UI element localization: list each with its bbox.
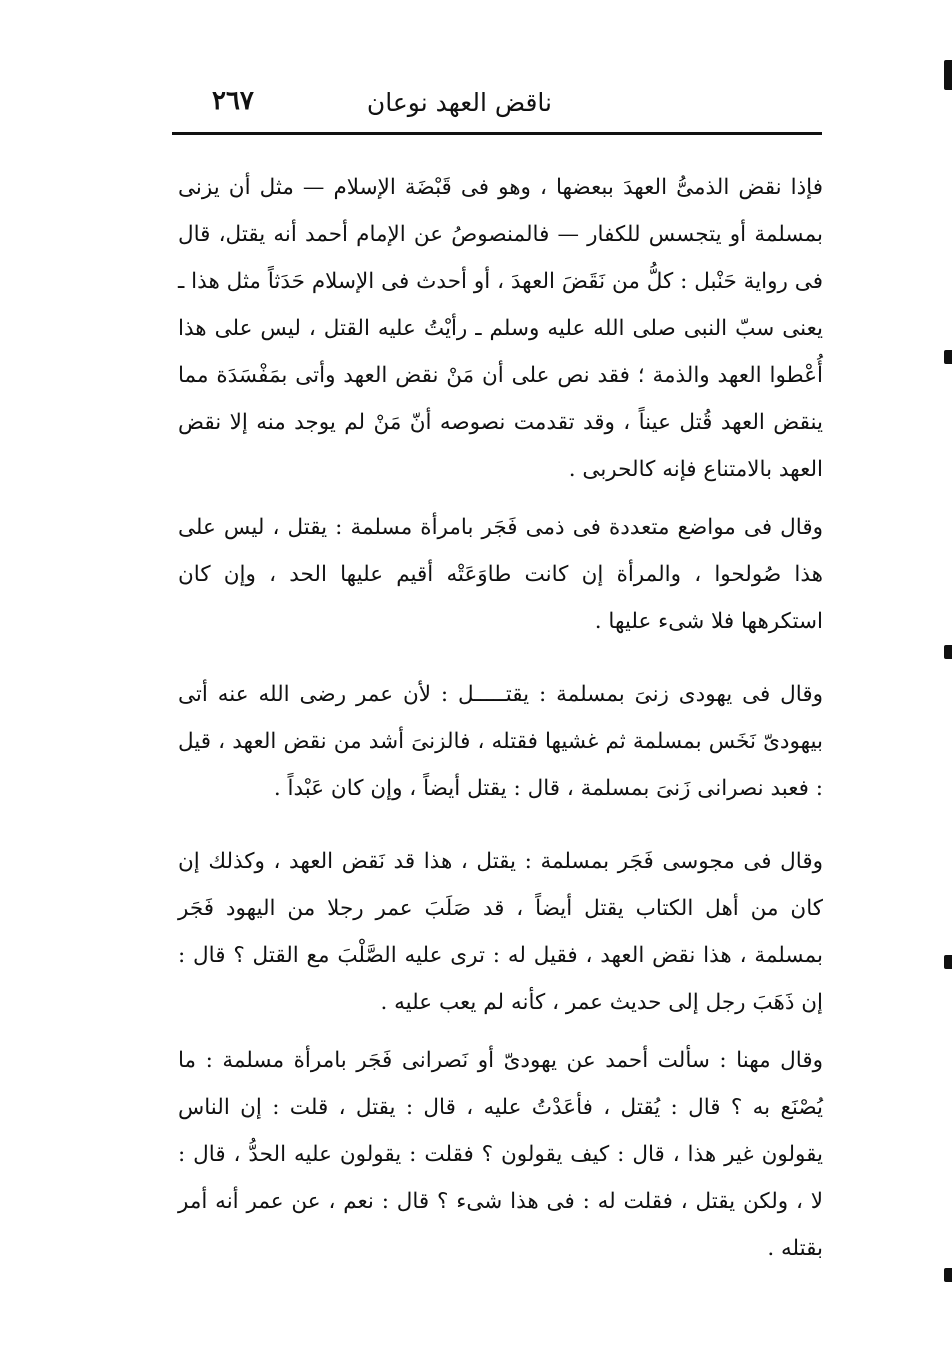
scan-edge-mark — [944, 350, 952, 364]
running-title: ناقض العهد نوعان — [366, 88, 552, 117]
header-rule — [172, 132, 822, 135]
scan-edge-mark — [944, 955, 952, 969]
page-header — [172, 82, 822, 122]
paragraph: وقال فى مواضع متعددة فى ذمى فَجَر بامرأة مسلمة : يقتل ، ليس على هذا صُولحوا ، والمرأة إن كانت طاوَعَتْه أقيم عليها الحد ، وإن كان استكرهها فلا شىء عليها . — [178, 515, 823, 634]
paragraph: وقال فى مجوسى فَجَر بمسلمة : يقتل ، هذا قد نَقض العهد ، وكذلك إن كان من أهل الكتاب يقتل أيضاً ، قد صَلَبَ عمر رجلا من اليهود فَجَر بمسلمة ، هذا نقض العهد ، فقيل له : ترى عليه الصَّلْبَ مع القتل ؟ قال : إن ذَهَبَ رجل إلى حديث عمر ، كأنه لم يعب عليه . — [178, 849, 823, 1015]
scan-edge-mark — [944, 60, 952, 90]
page-number: ٢٦٧ — [212, 86, 254, 116]
paragraph: فإذا نقض الذمىُّ العهدَ ببعضها ، وهو فى قَبْضَة الإسلام — مثل أن يزنى بمسلمة أو يتجسس للكفار — فالمنصوصُ عن الإمام أحمد أنه يقتل، قال فى رواية حَنْبل : كلُّ من نَقَضَ العهدَ ، أو أحدث فى الإسلام حَدَثاً مثل هذا ـ يعنى سبّ النبى صلى الله عليه وسلم ـ رأيْتُ عليه القتل ، ليس على هذا أُعْطوا العهد والذمة ؛ فقد نص على أن مَنْ نقض العهد وأتى بمَفْسَدَة مما ينقض العهد قُتل عيناً ، وقد تقدمت نصوصه أنّ مَنْ لم يوجد منه إلا نقض العهد بالامتناع فإنه كالحربى . — [178, 175, 823, 482]
body-text — [178, 164, 823, 1272]
scan-edge-mark — [944, 645, 952, 659]
paragraph: وقال فى يهودى زنىَ بمسلمة : يقتـــــل : لأن عمر رضى الله عنه أتى بيهودىّ نَخَس بمسلمة ثم غشيها فقتله ، فالزنىَ أشد من نقض العهد ، قيل : فعبد نصرانى زَنىَ بمسلمة ، قال : يقتل أيضاً ، وإن كان عَبْداً . — [178, 682, 823, 801]
paragraph: وقال مهنا : سألت أحمد عن يهودىّ أو نَصرانى فَجَر بامرأة مسلمة : ما يُصْنَع به ؟ قال : يُقتل ، فأعَدْتُ عليه ، قال : يقتل ، قلت : إن الناس يقولون غير هذا ، قال : كيف يقولون ؟ فقلت : يقولون عليه الحدُّ ، قال : لا ، ولكن يقتل ، فقلت له : فى هذا شىء ؟ قال : نعم ، عن عمر أنه أمر بقتله . — [178, 1048, 823, 1261]
scan-edge-mark — [944, 1268, 952, 1282]
